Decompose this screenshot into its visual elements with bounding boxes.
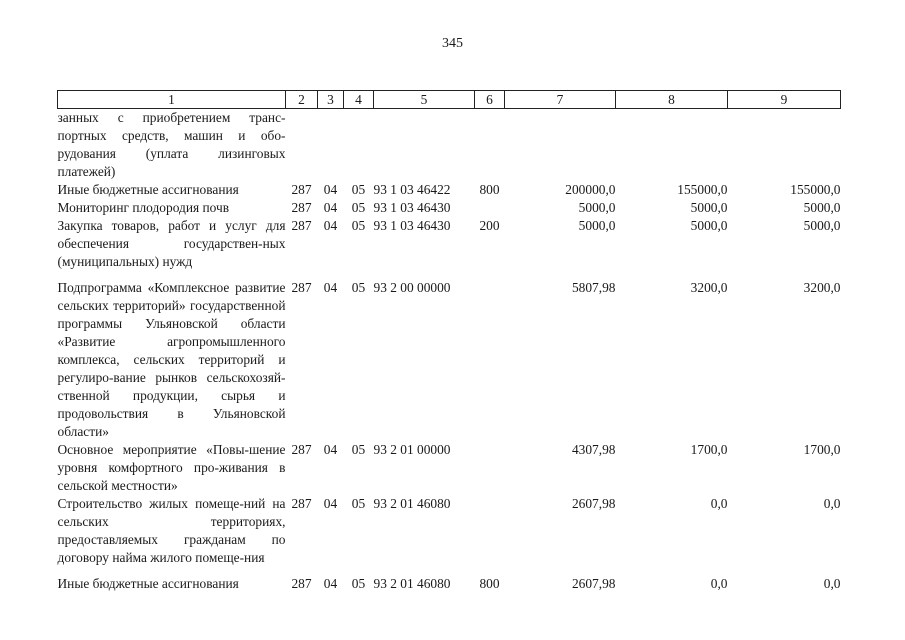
row-name: Мониторинг плодородия почв bbox=[57, 200, 230, 215]
row-y3: 1700,0 bbox=[803, 442, 841, 457]
table-row bbox=[58, 271, 841, 441]
row-y2: 5000,0 bbox=[690, 218, 728, 233]
row-y3: 155000,0 bbox=[790, 182, 841, 197]
row-y1: 5000,0 bbox=[578, 218, 616, 233]
row-vr bbox=[475, 109, 505, 182]
row-csr: 93 1 03 46422 bbox=[373, 182, 451, 197]
row-y2 bbox=[616, 109, 728, 182]
row-name: занных с приобретением транс-портных средств, машин и обо-рудования (уплата лизинговых платежей) bbox=[57, 110, 286, 179]
table-row bbox=[58, 217, 841, 271]
row-vr bbox=[475, 441, 505, 495]
row-pr: 05 bbox=[351, 576, 366, 591]
row-pr: 05 bbox=[351, 182, 366, 197]
row-y3: 0,0 bbox=[823, 576, 841, 591]
row-vr bbox=[475, 271, 505, 441]
row-y1: 5000,0 bbox=[578, 200, 616, 215]
row-y2: 5000,0 bbox=[690, 200, 728, 215]
row-y3 bbox=[728, 109, 841, 182]
header-col-6: 6 bbox=[475, 91, 505, 109]
page-number: 345 bbox=[442, 36, 463, 51]
row-name: Основное мероприятие «Повы-шение уровня комфортного про-живания в сельской местности» bbox=[57, 442, 286, 493]
row-rz bbox=[318, 109, 344, 182]
row-gr bbox=[286, 109, 318, 182]
header-col-8: 8 bbox=[616, 91, 728, 109]
row-vr bbox=[475, 495, 505, 567]
row-csr: 93 2 01 00000 bbox=[373, 442, 451, 457]
row-pr: 05 bbox=[351, 496, 366, 511]
row-y1: 2607,98 bbox=[571, 496, 616, 511]
row-gr: 287 bbox=[291, 280, 312, 295]
header-col-9: 9 bbox=[728, 91, 841, 109]
row-csr: 93 1 03 46430 bbox=[373, 200, 451, 215]
row-gr: 287 bbox=[291, 200, 312, 215]
row-csr bbox=[374, 109, 475, 182]
row-y3: 5000,0 bbox=[803, 200, 841, 215]
row-y1: 4307,98 bbox=[571, 442, 616, 457]
row-y3: 5000,0 bbox=[803, 218, 841, 233]
row-pr: 05 bbox=[351, 200, 366, 215]
row-gr: 287 bbox=[291, 442, 312, 457]
row-y3: 0,0 bbox=[823, 496, 841, 511]
table-row bbox=[58, 181, 841, 199]
header-col-3: 3 bbox=[318, 91, 344, 109]
row-gr: 287 bbox=[291, 576, 312, 591]
row-name: Иные бюджетные ассигнования bbox=[57, 576, 239, 591]
row-csr: 93 1 03 46430 bbox=[373, 218, 451, 233]
header-col-7: 7 bbox=[505, 91, 616, 109]
row-y2: 0,0 bbox=[710, 576, 728, 591]
table-body bbox=[58, 109, 841, 594]
row-vr: 200 bbox=[479, 218, 500, 233]
table-row bbox=[58, 199, 841, 217]
row-y2: 1700,0 bbox=[690, 442, 728, 457]
header-row bbox=[58, 91, 841, 109]
row-pr bbox=[344, 109, 374, 182]
row-gr: 287 bbox=[291, 182, 312, 197]
row-vr: 800 bbox=[479, 182, 500, 197]
row-y2: 3200,0 bbox=[690, 280, 728, 295]
row-rz: 04 bbox=[323, 182, 338, 197]
row-rz: 04 bbox=[323, 200, 338, 215]
row-pr: 05 bbox=[351, 280, 366, 295]
header-col-1: 1 bbox=[58, 91, 286, 109]
row-y1: 200000,0 bbox=[565, 182, 616, 197]
row-pr: 05 bbox=[351, 218, 366, 233]
row-y2: 0,0 bbox=[710, 496, 728, 511]
row-pr: 05 bbox=[351, 442, 366, 457]
row-gr: 287 bbox=[291, 496, 312, 511]
row-rz: 04 bbox=[323, 218, 338, 233]
header-col-5: 5 bbox=[374, 91, 475, 109]
row-vr: 800 bbox=[479, 576, 500, 591]
budget-table bbox=[57, 90, 841, 593]
row-y1: 2607,98 bbox=[571, 576, 616, 591]
row-gr: 287 bbox=[291, 218, 312, 233]
row-y2: 155000,0 bbox=[677, 182, 728, 197]
table-row bbox=[58, 441, 841, 495]
row-y1: 5807,98 bbox=[571, 280, 616, 295]
row-rz: 04 bbox=[323, 576, 338, 591]
row-rz: 04 bbox=[323, 280, 338, 295]
row-rz: 04 bbox=[323, 442, 338, 457]
row-rz: 04 bbox=[323, 496, 338, 511]
table-row bbox=[58, 495, 841, 567]
table-header bbox=[58, 91, 841, 109]
row-y3: 3200,0 bbox=[803, 280, 841, 295]
row-y1 bbox=[505, 109, 616, 182]
header-col-2: 2 bbox=[286, 91, 318, 109]
row-name: Закупка товаров, работ и услуг для обеспечения государствен-ных (муниципальных) нужд bbox=[57, 218, 286, 269]
row-name: Иные бюджетные ассигнования bbox=[57, 182, 239, 197]
row-vr bbox=[475, 199, 505, 217]
header-col-4: 4 bbox=[344, 91, 374, 109]
table-row bbox=[58, 567, 841, 593]
row-csr: 93 2 01 46080 bbox=[373, 496, 451, 511]
row-csr: 93 2 01 46080 bbox=[373, 576, 451, 591]
row-name: Строительство жилых помеще-ний на сельских территориях, предоставляемых гражданам по договору найма жилого помеще-ния bbox=[57, 496, 286, 565]
row-name: Подпрограмма «Комплексное развитие сельских территорий» государственной программы Ульяновской области «Развитие агропромышленного комплекса, сельских территорий и регулиро-вание рынков сельскохозяй-ственной продукции, сырья и продовольствия в Ульяновской области» bbox=[57, 280, 286, 439]
row-csr: 93 2 00 00000 bbox=[373, 280, 451, 295]
table-row bbox=[58, 109, 841, 182]
